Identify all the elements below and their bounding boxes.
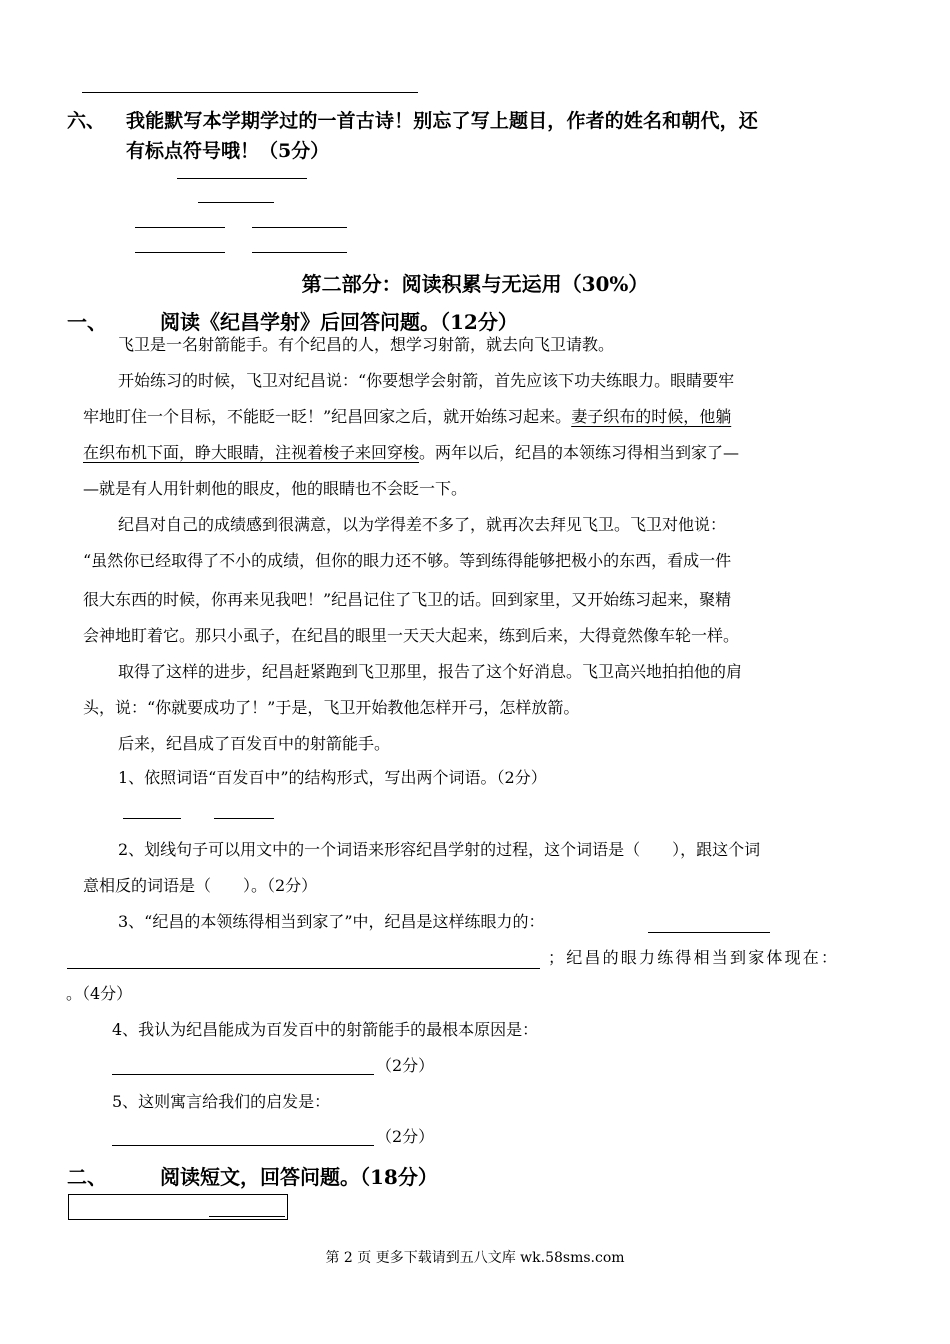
passage-line	[83, 407, 881, 427]
page-footer: 第 2 页 更多下载请到五八文库 wk.58sms.com	[325, 1250, 625, 1266]
section-6-line: 有标点符号哦！（5分）	[126, 140, 330, 162]
underlined-sentence: 妻子织布的时候，他躺	[571, 407, 732, 426]
section-number: 二、	[67, 1165, 107, 1189]
question-3: 3、“纪昌的本领练得相当到家了”中，纪昌是这样练眼力的：	[118, 912, 545, 931]
answer-blank[interactable]	[112, 1074, 374, 1075]
underlined-sentence: 在织布机下面，睁大眼睛，注视着梭子来回穿梭	[83, 443, 420, 462]
section-number: 一、	[67, 310, 107, 334]
poem-author-blank	[198, 202, 274, 203]
answer-blank[interactable]	[123, 818, 181, 819]
passage-line	[83, 443, 881, 463]
poem-line-blank	[135, 227, 225, 228]
question-3: ；纪昌的眼力练得相当到家体现在：	[548, 948, 840, 967]
answer-blank[interactable]	[214, 818, 274, 819]
passage-line: 很大东西的时候，你再来见我吧！”纪昌记住了飞卫的话。回到家里，又开始练习起来，聚精	[83, 590, 732, 609]
question-1: 1、依照词语“百发百中”的结构形式，写出两个词语。（2分）	[118, 768, 547, 787]
passage-text: 牢地盯住一个目标，不能眨一眨！”纪昌回家之后，就开始练习起来。	[83, 407, 572, 426]
section-number: 六、	[67, 110, 106, 132]
passage-line: —就是有人用针刺他的眼皮，他的眼睛也不会眨一下。	[83, 479, 468, 498]
passage-line: 会神地盯着它。那只小虱子，在纪昌的眼里一天天大起来，练到后来，大得竟然像车轮一样。	[83, 626, 740, 645]
section-6-line: 我能默写本学期学过的一首古诗！别忘了写上题目，作者的姓名和朝代，还	[126, 110, 758, 132]
passage-line: 飞卫是一名射箭能手。有个纪昌的人，想学习射箭，就去向飞卫请教。	[118, 335, 615, 354]
passage-text: 。两年以后，纪昌的本领练习得相当到家了—	[419, 443, 740, 462]
part-heading: 第二部分：阅读积累与无运用（30%）	[301, 272, 649, 296]
score-label: （2分）	[376, 1056, 435, 1075]
question-2: 2、划线句子可以用文中的一个词语来形容纪昌学射的过程，这个词语是（ ），跟这个词	[118, 840, 761, 859]
poem-line-blank	[135, 252, 225, 253]
passage-line: 开始练习的时候，飞卫对纪昌说：“你要想学会射箭，首先应该下功夫练眼力。眼睛要牢	[118, 371, 735, 390]
passage-line: 后来，纪昌成了百发百中的射箭能手。	[118, 734, 391, 753]
reading-1-heading: 阅读《纪昌学射》后回答问题。（12分）	[160, 310, 518, 334]
answer-blank[interactable]	[67, 968, 540, 969]
section-6-question	[126, 106, 886, 166]
question-5: 5、这则寓言给我们的启发是：	[112, 1092, 331, 1111]
passage-line: 头，说：“你就要成功了！”于是，飞卫开始教他怎样开弓，怎样放箭。	[83, 698, 580, 717]
answer-blank[interactable]	[648, 932, 770, 933]
reading-2-heading: 阅读短文，回答问题。（18分）	[160, 1165, 438, 1189]
passage-line: “虽然你已经取得了不小的成绩，但你的眼力还不够。等到练得能够把极小的东西，看成一件	[83, 551, 732, 570]
answer-blank[interactable]	[112, 1145, 374, 1146]
poem-title-blank	[177, 178, 307, 179]
poem-line-blank	[252, 252, 347, 253]
question-3: 。（4分）	[66, 984, 133, 1003]
poem-line-blank	[252, 227, 347, 228]
passage-line: 纪昌对自己的成绩感到很满意，以为学得差不多了，就再次去拜见飞卫。飞卫对他说：	[118, 515, 727, 534]
answer-blank	[209, 1216, 285, 1217]
answer-line	[82, 92, 418, 93]
question-2: 意相反的词语是（ ）。（2分）	[83, 876, 318, 895]
passage-line: 取得了这样的进步，纪昌赶紧跑到飞卫那里，报告了这个好消息。飞卫高兴地拍拍他的肩	[118, 662, 743, 681]
score-label: （2分）	[376, 1127, 435, 1146]
question-4: 4、我认为纪昌能成为百发百中的射箭能手的最根本原因是：	[112, 1020, 539, 1039]
